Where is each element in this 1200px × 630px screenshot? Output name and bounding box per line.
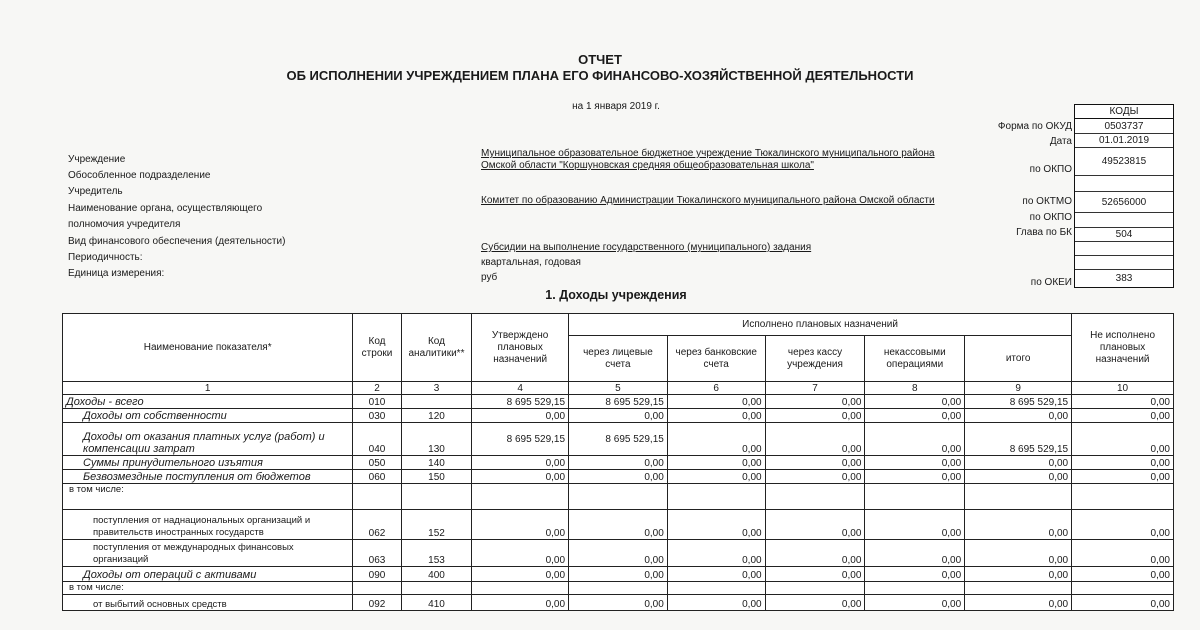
row-c9: 0,00 bbox=[965, 510, 1072, 540]
row-c5 bbox=[569, 582, 668, 595]
row-c6: 0,00 bbox=[667, 540, 765, 567]
codes-header: КОДЫ bbox=[1075, 105, 1173, 119]
table-row bbox=[63, 595, 1174, 611]
row-c5: 0,00 bbox=[569, 456, 668, 470]
codes-box bbox=[1074, 104, 1174, 288]
row-c8: 0,00 bbox=[865, 510, 965, 540]
row-analytics bbox=[401, 395, 472, 409]
row-c10: 0,00 bbox=[1072, 456, 1174, 470]
row-name: Доходы от оказания платных услуг (работ) и компенсации затрат bbox=[63, 423, 353, 456]
row-c8: 0,00 bbox=[865, 470, 965, 484]
th-via-bank: через банковские счета bbox=[667, 336, 765, 382]
row-c4: 8 695 529,15 bbox=[472, 423, 569, 456]
table-row bbox=[63, 456, 1174, 470]
row-c4 bbox=[472, 582, 569, 595]
row-c4: 0,00 bbox=[472, 510, 569, 540]
row-c10 bbox=[1072, 582, 1174, 595]
row-c5: 8 695 529,15 bbox=[569, 395, 668, 409]
row-code: 060 bbox=[353, 470, 401, 484]
row-c5: 0,00 bbox=[569, 470, 668, 484]
label-unit: Единица измерения: bbox=[68, 268, 165, 279]
income-table bbox=[62, 313, 1174, 611]
th-not-executed: Не исполнено плановых назначений bbox=[1072, 314, 1174, 382]
code-date: 01.01.2019 bbox=[1075, 134, 1173, 148]
row-c9: 8 695 529,15 bbox=[965, 423, 1072, 456]
row-analytics: 140 bbox=[401, 456, 472, 470]
row-c10: 0,00 bbox=[1072, 470, 1174, 484]
row-analytics: 150 bbox=[401, 470, 472, 484]
row-c8: 0,00 bbox=[865, 395, 965, 409]
value-periodicity: квартальная, годовая bbox=[481, 257, 581, 268]
label-institution: Учреждение bbox=[68, 154, 126, 165]
row-c10: 0,00 bbox=[1072, 510, 1174, 540]
row-c4: 0,00 bbox=[472, 567, 569, 582]
row-c7: 0,00 bbox=[765, 395, 865, 409]
row-c4: 0,00 bbox=[472, 470, 569, 484]
label-authority-1: Наименование органа, осуществляющего bbox=[68, 203, 263, 214]
code-okpo-2 bbox=[1075, 214, 1173, 228]
th-analytics-code: Код аналитики** bbox=[401, 314, 472, 382]
row-c10: 0,00 bbox=[1072, 540, 1174, 567]
row-c5: 0,00 bbox=[569, 409, 668, 423]
row-c8 bbox=[865, 484, 965, 510]
row-c7 bbox=[765, 582, 865, 595]
col-num: 8 bbox=[865, 382, 965, 395]
row-name: в том числе: bbox=[63, 582, 353, 595]
column-numbers-row bbox=[63, 382, 1174, 395]
row-c6: 0,00 bbox=[667, 409, 765, 423]
label-division: Обособленное подразделение bbox=[68, 170, 211, 181]
row-c7: 0,00 bbox=[765, 510, 865, 540]
row-c4: 0,00 bbox=[472, 456, 569, 470]
report-subtitle: ОБ ИСПОЛНЕНИИ УЧРЕЖДЕНИЕМ ПЛАНА ЕГО ФИНАНСОВО-ХОЗЯЙСТВЕННОЙ ДЕЯТЕЛЬНОСТИ bbox=[286, 68, 914, 83]
row-c8: 0,00 bbox=[865, 456, 965, 470]
table-row bbox=[63, 484, 1174, 510]
row-code bbox=[353, 484, 401, 510]
row-c10: 0,00 bbox=[1072, 395, 1174, 409]
code-okud: 0503737 bbox=[1075, 120, 1173, 134]
table-row bbox=[63, 409, 1174, 423]
code-empty-1 bbox=[1075, 177, 1173, 192]
row-c6: 0,00 bbox=[667, 510, 765, 540]
row-analytics: 152 bbox=[401, 510, 472, 540]
code-oktmo: 52656000 bbox=[1075, 193, 1173, 213]
row-c4: 0,00 bbox=[472, 595, 569, 611]
row-c10: 0,00 bbox=[1072, 567, 1174, 582]
value-institution-2: Омской области "Коршуновская средняя общеобразовательная школа" bbox=[481, 160, 814, 171]
value-authority: Комитет по образованию Администрации Тюкалинского муниципального района Омской области bbox=[481, 195, 935, 206]
row-code: 050 bbox=[353, 456, 401, 470]
codes-label-okud: Форма по ОКУД bbox=[997, 121, 1072, 132]
code-okpo: 49523815 bbox=[1075, 148, 1173, 176]
row-c7: 0,00 bbox=[765, 456, 865, 470]
row-c9: 0,00 bbox=[965, 456, 1072, 470]
row-c10: 0,00 bbox=[1072, 423, 1174, 456]
value-unit: руб bbox=[481, 272, 498, 283]
col-num: 9 bbox=[965, 382, 1072, 395]
row-code: 063 bbox=[353, 540, 401, 567]
col-num: 7 bbox=[765, 382, 865, 395]
report-title: ОТЧЕТ bbox=[578, 52, 622, 67]
row-c6 bbox=[667, 484, 765, 510]
row-c6: 0,00 bbox=[667, 395, 765, 409]
row-c5: 0,00 bbox=[569, 540, 668, 567]
row-c5: 0,00 bbox=[569, 567, 668, 582]
row-analytics: 120 bbox=[401, 409, 472, 423]
label-authority-2: полномочия учредителя bbox=[68, 219, 181, 230]
row-code: 010 bbox=[353, 395, 401, 409]
col-num: 10 bbox=[1072, 382, 1174, 395]
col-num: 4 bbox=[472, 382, 569, 395]
row-c5: 0,00 bbox=[569, 595, 668, 611]
row-analytics bbox=[401, 582, 472, 595]
row-analytics: 153 bbox=[401, 540, 472, 567]
row-c9 bbox=[965, 484, 1072, 510]
label-periodicity: Периодичность: bbox=[68, 252, 143, 263]
th-total: итого bbox=[965, 336, 1072, 382]
th-name: Наименование показателя* bbox=[63, 314, 353, 382]
th-via-cash: через кассу учреждения bbox=[765, 336, 865, 382]
row-c4: 8 695 529,15 bbox=[472, 395, 569, 409]
row-name: Доходы от операций с активами bbox=[63, 567, 353, 582]
row-c7 bbox=[765, 484, 865, 510]
row-c9 bbox=[965, 582, 1072, 595]
row-code: 040 bbox=[353, 423, 401, 456]
row-c4: 0,00 bbox=[472, 540, 569, 567]
row-c4: 0,00 bbox=[472, 409, 569, 423]
label-fin-type: Вид финансового обеспечения (деятельности) bbox=[68, 236, 286, 247]
row-c7: 0,00 bbox=[765, 567, 865, 582]
row-analytics bbox=[401, 484, 472, 510]
code-okei: 383 bbox=[1115, 273, 1133, 284]
table-row bbox=[63, 582, 1174, 595]
row-name: Безвозмездные поступления от бюджетов bbox=[63, 470, 353, 484]
col-num: 5 bbox=[569, 382, 668, 395]
value-institution-1: Муниципальное образовательное бюджетное учреждение Тюкалинского муниципального района bbox=[481, 148, 935, 159]
codes-label-oktmo: по ОКТМО bbox=[1022, 196, 1072, 207]
col-num: 2 bbox=[353, 382, 401, 395]
th-non-cash: некассовыми операциями bbox=[865, 336, 965, 382]
row-name: поступления от наднациональных организаций и правительств иностранных государств bbox=[63, 510, 353, 540]
row-analytics: 130 bbox=[401, 423, 472, 456]
row-c6: 0,00 bbox=[667, 423, 765, 456]
code-bk: 504 bbox=[1075, 228, 1173, 242]
row-c7: 0,00 bbox=[765, 409, 865, 423]
row-name: Доходы - всего bbox=[63, 395, 353, 409]
row-c4 bbox=[472, 484, 569, 510]
codes-label-bk: Глава по БК bbox=[1016, 227, 1072, 238]
label-founder: Учредитель bbox=[68, 186, 123, 197]
row-c6: 0,00 bbox=[667, 567, 765, 582]
codes-label-okpo: по ОКПО bbox=[1029, 164, 1072, 175]
row-c7: 0,00 bbox=[765, 470, 865, 484]
row-name: поступления от международных финансовых организаций bbox=[63, 540, 353, 567]
row-c5: 0,00 bbox=[569, 510, 668, 540]
row-c6: 0,00 bbox=[667, 595, 765, 611]
row-c7: 0,00 bbox=[765, 540, 865, 567]
row-c5: 8 695 529,15 bbox=[569, 423, 668, 456]
row-c9: 8 695 529,15 bbox=[965, 395, 1072, 409]
row-name: в том числе: bbox=[63, 484, 353, 510]
table-row bbox=[63, 395, 1174, 409]
row-code bbox=[353, 582, 401, 595]
row-c6 bbox=[667, 582, 765, 595]
code-empty-3 bbox=[1075, 256, 1173, 270]
row-c8: 0,00 bbox=[865, 567, 965, 582]
row-code: 030 bbox=[353, 409, 401, 423]
row-c5 bbox=[569, 484, 668, 510]
th-approved: Утверждено плановых назначений bbox=[472, 314, 569, 382]
row-c8: 0,00 bbox=[865, 409, 965, 423]
col-num: 6 bbox=[667, 382, 765, 395]
row-c6: 0,00 bbox=[667, 470, 765, 484]
row-c8: 0,00 bbox=[865, 540, 965, 567]
row-c10 bbox=[1072, 484, 1174, 510]
row-c8: 0,00 bbox=[865, 595, 965, 611]
row-c10: 0,00 bbox=[1072, 409, 1174, 423]
value-fin-type: Субсидии на выполнение государственного (муниципального) задания bbox=[481, 242, 812, 253]
row-c7: 0,00 bbox=[765, 595, 865, 611]
row-name: от выбытий основных средств bbox=[63, 595, 353, 611]
table-row bbox=[63, 423, 1174, 456]
row-name: Доходы от собственности bbox=[63, 409, 353, 423]
row-name: Суммы принудительного изъятия bbox=[63, 456, 353, 470]
row-code: 092 bbox=[353, 595, 401, 611]
row-analytics: 400 bbox=[401, 567, 472, 582]
row-c9: 0,00 bbox=[965, 540, 1072, 567]
row-c8: 0,00 bbox=[865, 423, 965, 456]
table-row bbox=[63, 540, 1174, 567]
row-analytics: 410 bbox=[401, 595, 472, 611]
row-code: 090 bbox=[353, 567, 401, 582]
row-c10: 0,00 bbox=[1072, 595, 1174, 611]
table-row bbox=[63, 470, 1174, 484]
row-c9: 0,00 bbox=[965, 409, 1072, 423]
table-row bbox=[63, 510, 1174, 540]
row-c9: 0,00 bbox=[965, 595, 1072, 611]
row-c8 bbox=[865, 582, 965, 595]
row-c7: 0,00 bbox=[765, 423, 865, 456]
th-line-code: Код строки bbox=[353, 314, 401, 382]
th-via-personal: через лицевые счета bbox=[569, 336, 668, 382]
row-code: 062 bbox=[353, 510, 401, 540]
table-row bbox=[63, 567, 1174, 582]
codes-label-date: Дата bbox=[1049, 136, 1072, 147]
report-date: на 1 января 2019 г. bbox=[572, 101, 660, 112]
col-num: 3 bbox=[401, 382, 472, 395]
th-executed: Исполнено плановых назначений bbox=[569, 314, 1072, 336]
codes-label-okei: по ОКЕИ bbox=[1030, 277, 1072, 288]
codes-label-okpo-2: по ОКПО bbox=[1029, 212, 1072, 223]
row-c9: 0,00 bbox=[965, 470, 1072, 484]
row-c6: 0,00 bbox=[667, 456, 765, 470]
row-c9: 0,00 bbox=[965, 567, 1072, 582]
col-num: 1 bbox=[63, 382, 353, 395]
section-title: 1. Доходы учреждения bbox=[545, 288, 687, 302]
code-empty-2 bbox=[1075, 242, 1173, 256]
